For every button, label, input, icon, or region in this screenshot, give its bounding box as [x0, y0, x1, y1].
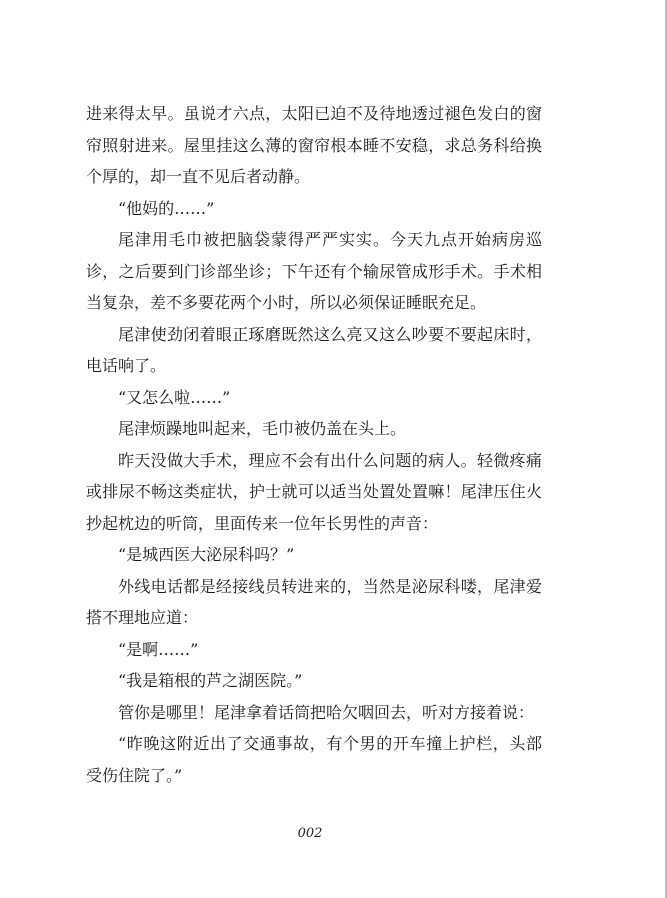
paragraph-10: “是啊……”	[118, 639, 199, 659]
paragraph-11: “我是箱根的芦之湖医院。”	[118, 671, 303, 690]
paragraph-9: 外线电话都是经接线员转进来的，当然是泌尿科喽，尾津爱搭不理地应道：	[86, 576, 542, 627]
paragraph-4: 尾津使劲闭着眼正琢磨既然这么亮又这么吵要不要起床时，电话响了。	[86, 324, 542, 375]
paragraph-2: “他妈的……”	[118, 198, 215, 218]
paragraph-5: “又怎么啦……”	[118, 387, 231, 407]
paragraph-1: 进来得太早。虽说才六点，太阳已迫不及待地透过褪色发白的窗帘照射进来。屋里挂这么薄的窗帘根本睡不安稳，求总务科给换个厚的，却一直不见后者动静。	[86, 104, 542, 186]
paragraph-7: 昨天没做大手术，理应不会有出什么问题的病人。轻微疼痛或排尿不畅这类症状，护士就可以适当处置处置嘛！尾津压住火抄起枕边的听筒，里面传来一位年长男性的声音：	[86, 450, 542, 533]
paragraph-6: 尾津烦躁地叫起来，毛巾被仍盖在头上。	[118, 419, 407, 438]
paragraph-12: 管你是哪里！尾津拿着话筒把哈欠咽回去，听对方接着说：	[118, 702, 535, 722]
body-text	[86, 98, 542, 791]
page-number: 002	[297, 826, 323, 841]
paragraph-8: “是城西医大泌尿科吗？”	[118, 545, 295, 564]
paragraph-3: 尾津用毛巾被把脑袋蒙得严严实实。今天九点开始病房巡诊，之后要到门诊部坐诊；下午还有个输尿管成形手术。手术相当复杂，差不多要花两个小时，所以必须保证睡眠充足。	[86, 230, 542, 312]
paragraph-13: “昨晚这附近出了交通事故，有个男的开车撞上护栏，头部受伤住院了。”	[86, 734, 542, 785]
